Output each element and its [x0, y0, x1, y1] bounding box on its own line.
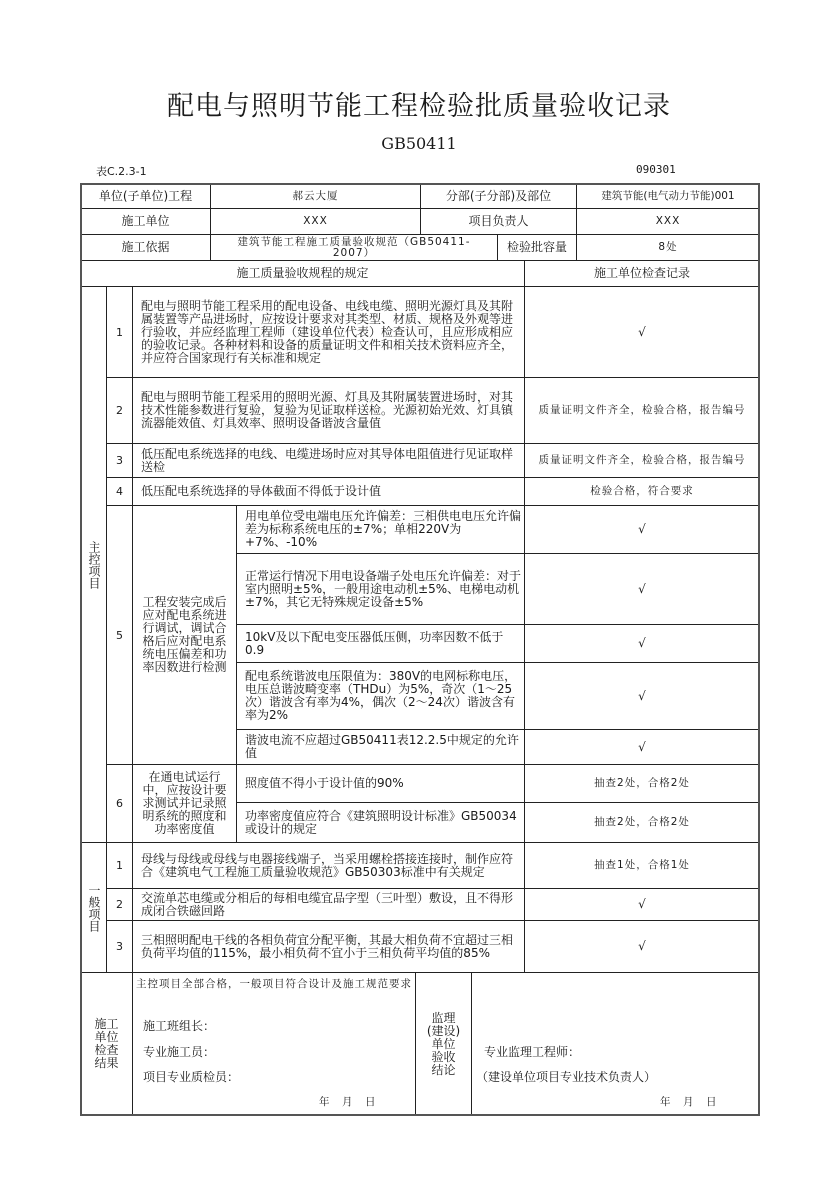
- item-text: 配电与照明节能工程采用的照明光源、灯具及其附属装置进场时，对其技术性能参数进行复验，复验为见证取样送检。光源初始光效、灯具镇流器能效值、灯具效率、照明设备谐波含量值: [132, 377, 525, 444]
- team-leader-label: 施工班组长：: [143, 1019, 216, 1033]
- check-record: 检验合格，符合要求: [524, 477, 760, 506]
- item-number: 2: [106, 377, 133, 444]
- check-record: 抽查2处，合格2处: [524, 802, 760, 843]
- item-description: 工程安装完成后应对配电系统进行调试，调试合格后应对配电系统电压偏差和功率因数进行检测: [132, 505, 237, 765]
- basis-value: 建筑节能工程施工质量验收规范（GB50411-2007）: [210, 234, 498, 261]
- main-control-label: 主控项目: [80, 286, 107, 843]
- item-number: 2: [106, 888, 133, 921]
- standard-code: GB50411: [381, 134, 457, 153]
- contractor-result-text: 主控项目全部合格，一般项目符合设计及施工规范要求: [136, 978, 412, 990]
- check-record: √: [524, 286, 760, 378]
- sub-item-text: 10kV及以下配电变压器低压侧，功率因数不低于0.9: [236, 624, 525, 663]
- capacity-value: 8处: [576, 234, 760, 261]
- contractor-result-label: 施工单位检查结果: [80, 972, 133, 1116]
- sub-item-text: 配电系统谐波电压限值为：380V的电网标称电压，电压总谐波畸变率（THDu）为5%，奇次（1～25次）谐波含有率为4%，偶次（2～24次）谐波含有率为2%: [236, 662, 525, 730]
- supervisor-conclusion-label: 监理(建设)单位验收结论: [415, 972, 472, 1116]
- construction-worker-label: 专业施工员：: [143, 1045, 216, 1059]
- item-number: 5: [106, 505, 133, 765]
- item-text: 母线与母线或母线与电器接线端子，当采用螺栓搭接连接时，制作应符合《建筑电气工程施工质量验收规范》GB50303标准中有关规定: [132, 842, 525, 889]
- check-record: √: [524, 553, 760, 625]
- form-code: 090301: [636, 163, 676, 176]
- manager-value: XXX: [576, 208, 760, 235]
- quality-inspector-label: 项目专业质检员：: [143, 1070, 240, 1084]
- item-text: 三相照明配电干线的各相负荷宜分配平衡，其最大相负荷不宜超过三相负荷平均值的115%，最小相负荷不宜小于三相负荷平均值的85%: [132, 920, 525, 973]
- basis-label: 施工依据: [80, 234, 211, 261]
- sub-item-text: 谐波电流不应超过GB50411表12.2.5中规定的允许值: [236, 729, 525, 765]
- general-items-label: 一般项目: [80, 842, 107, 973]
- check-record: √: [524, 662, 760, 730]
- table-number: 表C.2.3-1: [96, 165, 147, 178]
- item-text: 低压配电系统选择的电线、电缆进场时应对其导体电阻值进行见证取样送检: [132, 443, 525, 478]
- item-number: 1: [106, 842, 133, 889]
- contractor-label: 施工单位: [80, 208, 211, 235]
- division-value: 建筑节能(电气动力节能)001: [576, 183, 760, 209]
- contractor-value: XXX: [210, 208, 421, 235]
- manager-label: 项目负责人: [420, 208, 577, 235]
- supervisor-engineer-label: 专业监理工程师：: [484, 1045, 581, 1059]
- item-number: 6: [106, 764, 133, 843]
- check-record: 抽查2处，合格2处: [524, 764, 760, 803]
- check-record: 质量证明文件齐全，检验合格，报告编号: [524, 443, 760, 478]
- sub-item-text: 照度值不得小于设计值的90%: [236, 764, 525, 803]
- item-text: 低压配电系统选择的导体截面不得低于设计值: [132, 477, 525, 506]
- unit-project-value: 郝云大厦: [210, 183, 421, 209]
- rules-column-header: 施工质量验收规程的规定: [80, 260, 525, 287]
- check-record: √: [524, 505, 760, 554]
- item-text: 配电与照明节能工程采用的配电设备、电线电缆、照明光源灯具及其附属装置等产品进场时，应按设计要求对其类型、材质、规格及外观等进行验收，并应经监理工程师（建设单位代表）检查认可，且应形成相应的验收记录。各种材料和设备的质量证明文件和相关技术资料应齐全，并应符合国家现行有关标准和规定: [132, 286, 525, 378]
- item-number: 3: [106, 920, 133, 973]
- supervisor-conclusion-cell: [471, 972, 760, 1116]
- unit-project-label: 单位(子单位)工程: [80, 183, 211, 209]
- document-title: 配电与照明节能工程检验批质量验收记录: [167, 91, 671, 122]
- division-label: 分部(子分部)及部位: [420, 183, 577, 209]
- item-number: 3: [106, 443, 133, 478]
- item-number: 4: [106, 477, 133, 506]
- date-left: 年 月 日: [319, 1096, 377, 1108]
- owner-tech-label: （建设单位项目专业技术负责人）: [476, 1070, 657, 1084]
- item-text: 交流单芯电缆或分相后的每相电缆宜品字型（三叶型）敷设，且不得形成闭合铁磁回路: [132, 888, 525, 921]
- record-column-header: 施工单位检查记录: [524, 260, 760, 287]
- check-record: 抽查1处，合格1处: [524, 842, 760, 889]
- sub-item-text: 用电单位受电端电压允许偏差：三相供电电压允许偏差为标称系统电压的±7%；单相220V为+7%、-10%: [236, 505, 525, 554]
- check-record: √: [524, 624, 760, 663]
- check-record: √: [524, 888, 760, 921]
- date-right: 年 月 日: [660, 1096, 718, 1108]
- sub-item-text: 功率密度值应符合《建筑照明设计标准》GB50034或设计的规定: [236, 802, 525, 843]
- capacity-label: 检验批容量: [497, 234, 577, 261]
- sub-item-text: 正常运行情况下用电设备端子处电压允许偏差：对于室内照明±5%，一般用途电动机±5%、电梯电动机±7%，其它无特殊规定设备±5%: [236, 553, 525, 625]
- check-record: √: [524, 920, 760, 973]
- item-number: 1: [106, 286, 133, 378]
- check-record: √: [524, 729, 760, 765]
- contractor-result-cell: [132, 972, 416, 1116]
- item-description: 在通电试运行中，应按设计要求测试并记录照明系统的照度和功率密度值: [132, 764, 237, 843]
- check-record: 质量证明文件齐全，检验合格，报告编号: [524, 377, 760, 444]
